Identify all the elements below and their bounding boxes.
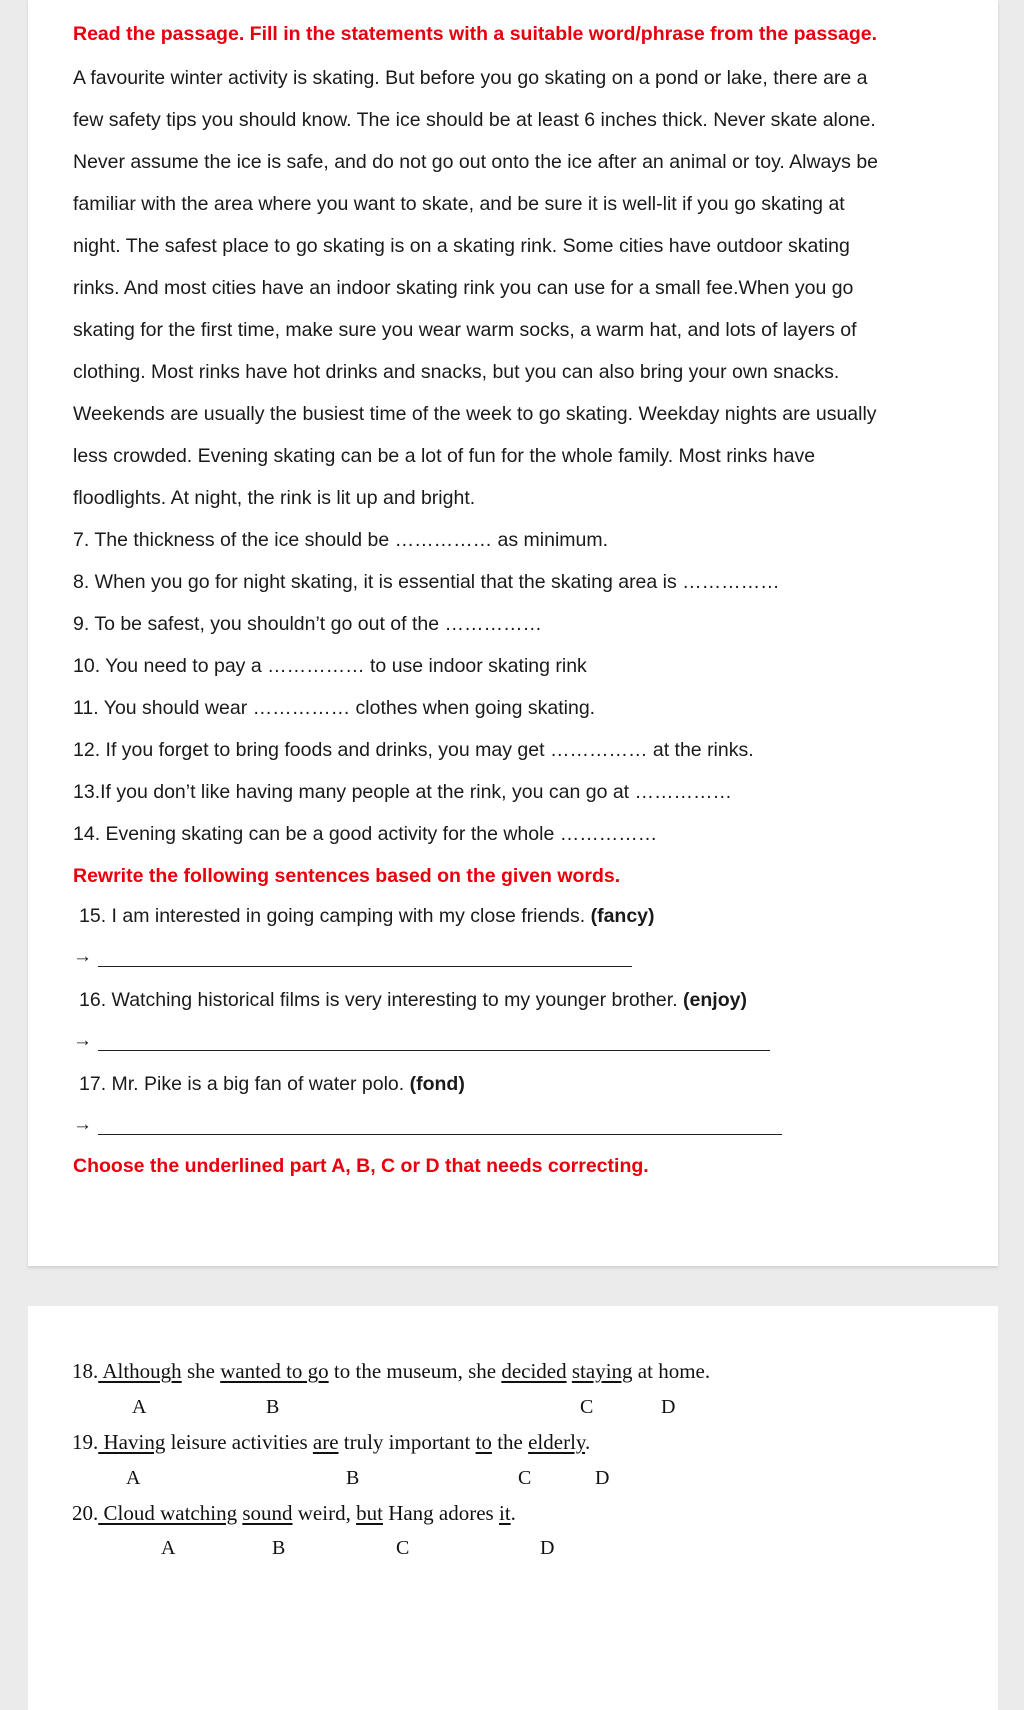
underlined-part-b[interactable]: wanted to go [220,1359,329,1383]
heading-error-correction: Choose the underlined part A, B, C or D that needs correcting. [73,1155,649,1177]
question-17-cue: (fond) [409,1073,465,1095]
heading-fill-in: Read the passage. Fill in the statements with a suitable word/phrase from the passage. [73,23,878,45]
passage-line: Weekends are usually the busiest time of the week to go skating. Weekday nights are usually [73,403,877,425]
answer-line-16[interactable] [98,1050,770,1051]
arrow-icon: → [73,1114,92,1135]
option-label-c: C [518,1467,532,1489]
question-16 [79,988,747,1012]
question-11: 11. You should wear …………… clothes when going skating. [73,697,596,719]
question-13: 13.If you don’t like having many people at the rink, you can go at …………… [73,781,733,803]
question-15-cue: (fancy) [590,905,655,927]
option-label-d: D [661,1396,676,1418]
heading-rewrite: Rewrite the following sentences based on the given words. [73,865,621,887]
sentence-text: to the museum, she [328,1359,502,1383]
passage-line: Never assume the ice is safe, and do not go out onto the ice after an animal or toy. Always be [73,151,879,173]
question-12: 12. If you forget to bring foods and drinks, you may get …………… at the rinks. [73,739,754,761]
question-15-text: 15. I am interested in going camping with my close friends. [79,905,586,927]
question-18 [72,1359,710,1384]
sentence-text: Hang adores [382,1501,499,1525]
underlined-part-a[interactable]: Cloud watching [98,1501,238,1525]
sentence-text: at home. [632,1359,711,1383]
question-16-cue: (enjoy) [683,989,747,1011]
underlined-part-a[interactable]: Although [98,1359,182,1383]
question-number: 18. [72,1359,99,1383]
passage-line: night. The safest place to go skating is on a skating rink. Some cities have outdoor skating [73,235,850,257]
option-label-c: C [396,1537,410,1559]
passage-line: A favourite winter activity is skating. But before you go skating on a pond or lake, there are a [73,67,868,89]
question-20 [72,1501,516,1526]
option-label-a: A [126,1467,141,1489]
passage-line: clothing. Most rinks have hot drinks and snacks, but you can also bring your own snacks. [73,361,840,383]
sentence-text: leisure activities [165,1430,313,1454]
question-9: 9. To be safest, you shouldn’t go out of the …………… [73,613,542,635]
underlined-part-d[interactable]: it [498,1501,511,1525]
sentence-text: . [585,1430,591,1454]
option-label-b: B [272,1537,286,1559]
sentence-text: she [181,1359,221,1383]
question-14: 14. Evening skating can be a good activity for the whole …………… [73,823,658,845]
question-19 [72,1430,590,1455]
sentence-text: the [491,1430,529,1454]
underlined-part-a[interactable]: Having [98,1430,166,1454]
question-17-text: 17. Mr. Pike is a big fan of water polo. [79,1073,405,1095]
underlined-part-c[interactable]: to [475,1430,492,1454]
option-label-d: D [540,1537,555,1559]
passage-line: few safety tips you should know. The ice should be at least 6 inches thick. Never skate alone. [73,109,876,131]
underlined-part-b[interactable]: are [312,1430,339,1454]
option-label-a: A [161,1537,176,1559]
passage-line: less crowded. Evening skating can be a lot of fun for the whole family. Most rinks have [73,445,816,467]
underlined-part-d[interactable]: elderly [528,1430,586,1454]
question-7: 7. The thickness of the ice should be …………… as minimum. [73,529,609,551]
option-label-a: A [132,1396,147,1418]
passage-line: skating for the first time, make sure you wear warm socks, a warm hat, and lots of layers of [73,319,857,341]
question-16-text: 16. Watching historical films is very interesting to my younger brother. [79,989,678,1011]
underlined-part-b[interactable]: sound [242,1501,293,1525]
arrow-icon: → [73,1030,92,1051]
passage-line: familiar with the area where you want to skate, and be sure it is well-lit if you go skating at [73,193,845,215]
question-number: 19. [72,1430,99,1454]
question-17 [79,1072,465,1096]
answer-line-17[interactable] [98,1134,782,1135]
question-8: 8. When you go for night skating, it is essential that the skating area is …………… [73,571,780,593]
option-label-c: C [580,1396,594,1418]
question-number: 20. [72,1501,99,1525]
passage-line: floodlights. At night, the rink is lit up and bright. [73,487,476,509]
question-15 [79,904,655,928]
question-10: 10. You need to pay a …………… to use indoor skating rink [73,655,587,677]
sentence-text: weird, [292,1501,357,1525]
answer-line-15[interactable] [98,966,632,967]
underlined-part-c[interactable]: decided [501,1359,567,1383]
option-label-b: B [266,1396,280,1418]
arrow-icon: → [73,946,92,967]
underlined-part-c[interactable]: but [356,1501,383,1525]
option-label-b: B [346,1467,360,1489]
sentence-text: . [510,1501,516,1525]
sentence-text: truly important [338,1430,476,1454]
passage-line: rinks. And most cities have an indoor skating rink you can use for a small fee.When you go [73,277,854,299]
underlined-part-d[interactable]: staying [571,1359,633,1383]
option-label-d: D [595,1467,610,1489]
